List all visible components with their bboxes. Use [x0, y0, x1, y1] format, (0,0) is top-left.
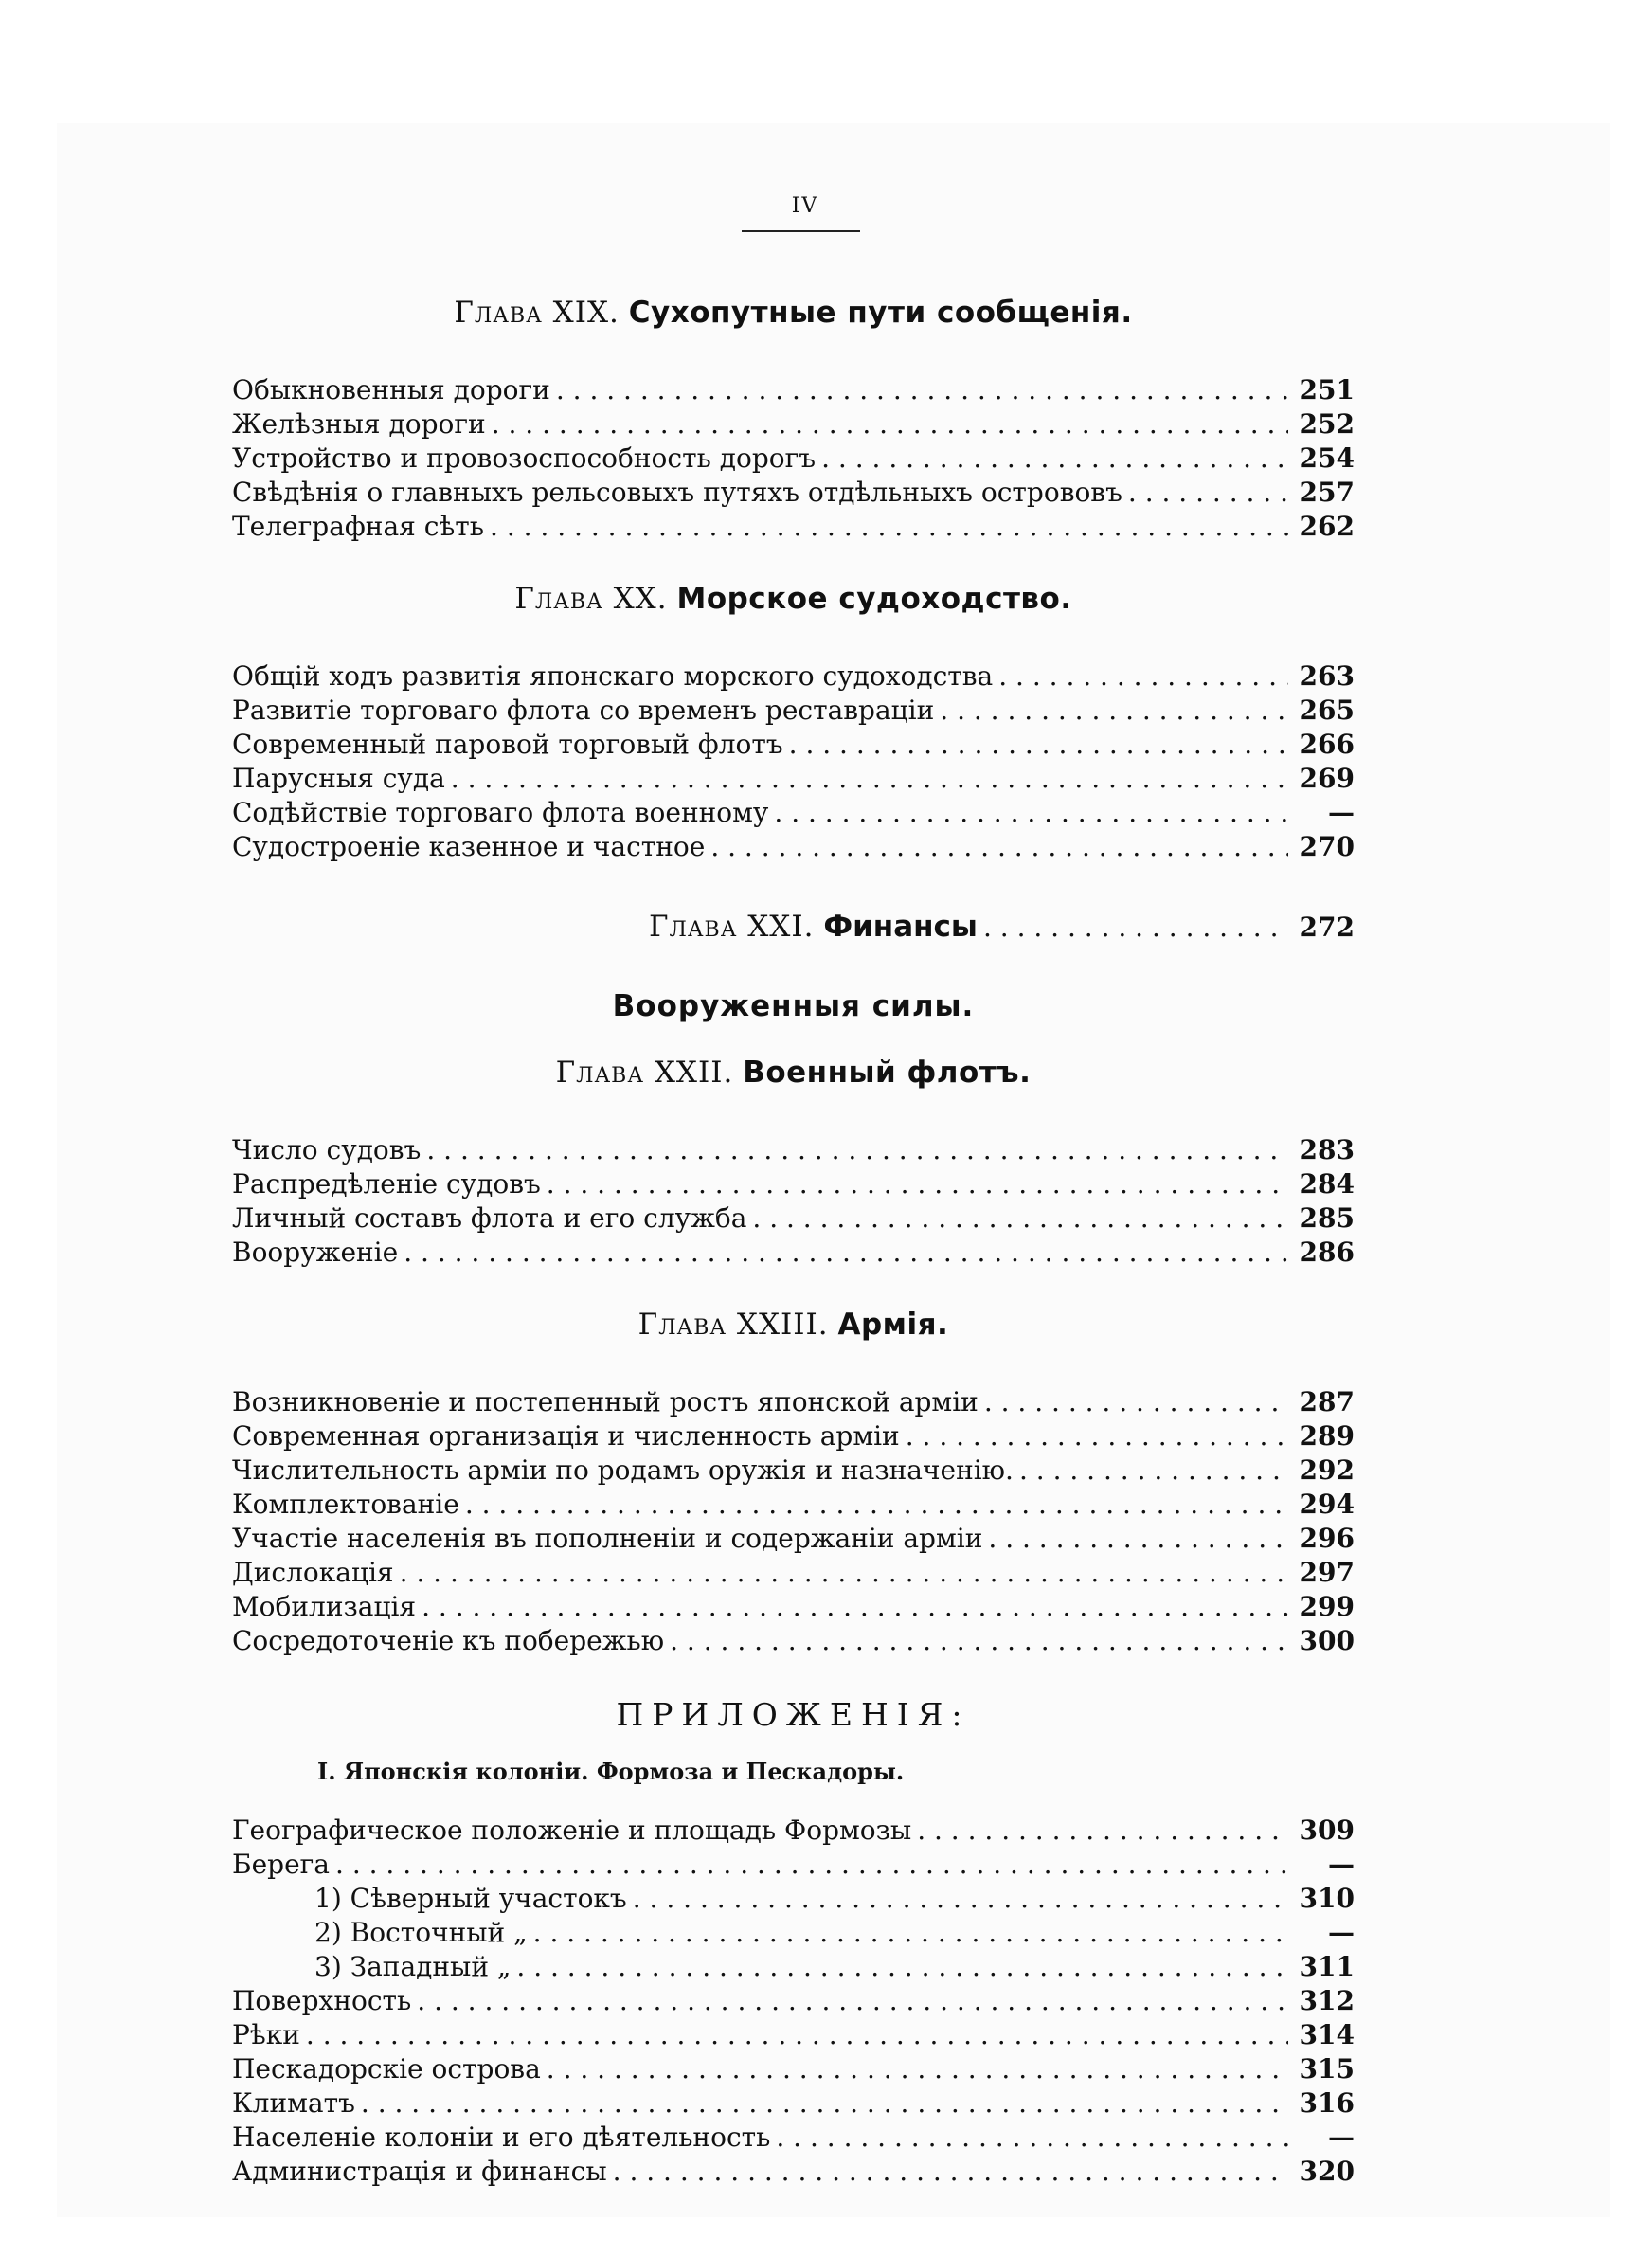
toc-entry: 3) Западный „ . . . 311	[232, 1950, 1355, 1984]
toc-entry: Современная организація и численность арміи . . . 289	[232, 1419, 1355, 1454]
toc-entry: Поверхность . . . 312	[232, 1984, 1355, 2018]
toc-entry: Пескадорскіе острова . . . 315	[232, 2052, 1355, 2086]
toc-entry: Число судовъ . . . 283	[232, 1133, 1355, 1167]
toc-entry: Населеніе колоніи и его дѣятельность . . . —	[232, 2121, 1355, 2155]
toc-entry: Сосредоточеніе къ побережью . . . 300	[232, 1624, 1355, 1658]
toc-entry: Комплектованіе . . . 294	[232, 1488, 1355, 1522]
toc-entry: Возникновеніе и постепенный ростъ японской арміи . . . 287	[232, 1385, 1355, 1419]
toc-entry: Берега . . . —	[232, 1848, 1355, 1882]
chapter-heading-xxii: Глава XXII. Военный флотъ.	[555, 1056, 1032, 1090]
toc-entry: Мобилизація . . . 299	[232, 1590, 1355, 1624]
appendix-subheading: I. Японскія колоніи. Формоза и Пескадоры.	[317, 1758, 905, 1785]
toc-entry: 2) Восточный „ . . . —	[232, 1916, 1355, 1950]
toc-entry: Личный составъ флота и его служба . . . 285	[232, 1201, 1355, 1236]
toc-entry: Устройство и провозоспособность дорогъ . . . 254	[232, 442, 1355, 476]
chapter-heading-xxi: Глава XXI. Финансы . . . 272	[232, 906, 1355, 948]
toc-entry: Содѣйствіе торговаго флота военному . . . —	[232, 796, 1355, 830]
toc-entry: Желѣзныя дороги . . . 252	[232, 407, 1355, 442]
chapter-heading-xxiii: Глава XXIII. Армія.	[637, 1308, 949, 1342]
chapter-entries-xx	[232, 659, 1355, 864]
toc-entry: Рѣки . . . 314	[232, 2018, 1355, 2052]
toc-entry: Дислокація . . . 297	[232, 1556, 1355, 1590]
toc-entry: Числительность арміи по родамъ оружія и назначенію. . . . 292	[232, 1454, 1355, 1488]
toc-entry: Современный паровой торговый флотъ . . . 266	[232, 728, 1355, 762]
toc-entry: Телеграфная сѣть . . . 262	[232, 510, 1355, 544]
page-number: IV	[791, 194, 819, 218]
section-heading-armed-forces: Вооруженныя силы.	[612, 989, 975, 1023]
chapter-entries-xxii	[232, 1133, 1355, 1270]
toc-entry: 1) Сѣверный участокъ . . . 310	[232, 1882, 1355, 1916]
toc-entry: Обыкновенныя дороги . . . 251	[232, 373, 1355, 407]
toc-entry: Участіе населенія въ пополненіи и содержаніи арміи . . . 296	[232, 1522, 1355, 1556]
toc-entry: Климатъ . . . 316	[232, 2086, 1355, 2121]
toc-entry: Географическое положеніе и площадь Формозы . . . 309	[232, 1814, 1355, 1848]
toc-entry: Парусныя суда . . . 269	[232, 762, 1355, 796]
table-of-contents	[232, 190, 1355, 2189]
chapter-heading-xix: Глава XIX. Сухопутные пути сообщенія.	[454, 296, 1133, 330]
toc-entry: Судостроеніе казенное и частное . . . 270	[232, 830, 1355, 864]
appendix-entries	[232, 1814, 1355, 2189]
toc-entry: Администрація и финансы . . . 320	[232, 2155, 1355, 2189]
toc-entry: Развитіе торговаго флота со временъ реставраціи . . . 265	[232, 694, 1355, 728]
chapter-entries-xxiii	[232, 1385, 1355, 1658]
toc-entry: Распредѣленіе судовъ . . . 284	[232, 1167, 1355, 1201]
toc-entry: Вооруженіе . . . 286	[232, 1236, 1355, 1270]
toc-entry: Свѣдѣнія о главныхъ рельсовыхъ путяхъ отдѣльныхъ острововъ . . . 257	[232, 476, 1355, 510]
chapter-entries-xix	[232, 373, 1355, 544]
appendices-heading: ПРИЛОЖЕНІЯ:	[616, 1696, 971, 1733]
chapter-heading-xx: Глава XX. Морское судоходство.	[514, 582, 1072, 616]
toc-entry: Общій ходъ развитія японскаго морского судоходства . . . 263	[232, 659, 1355, 694]
